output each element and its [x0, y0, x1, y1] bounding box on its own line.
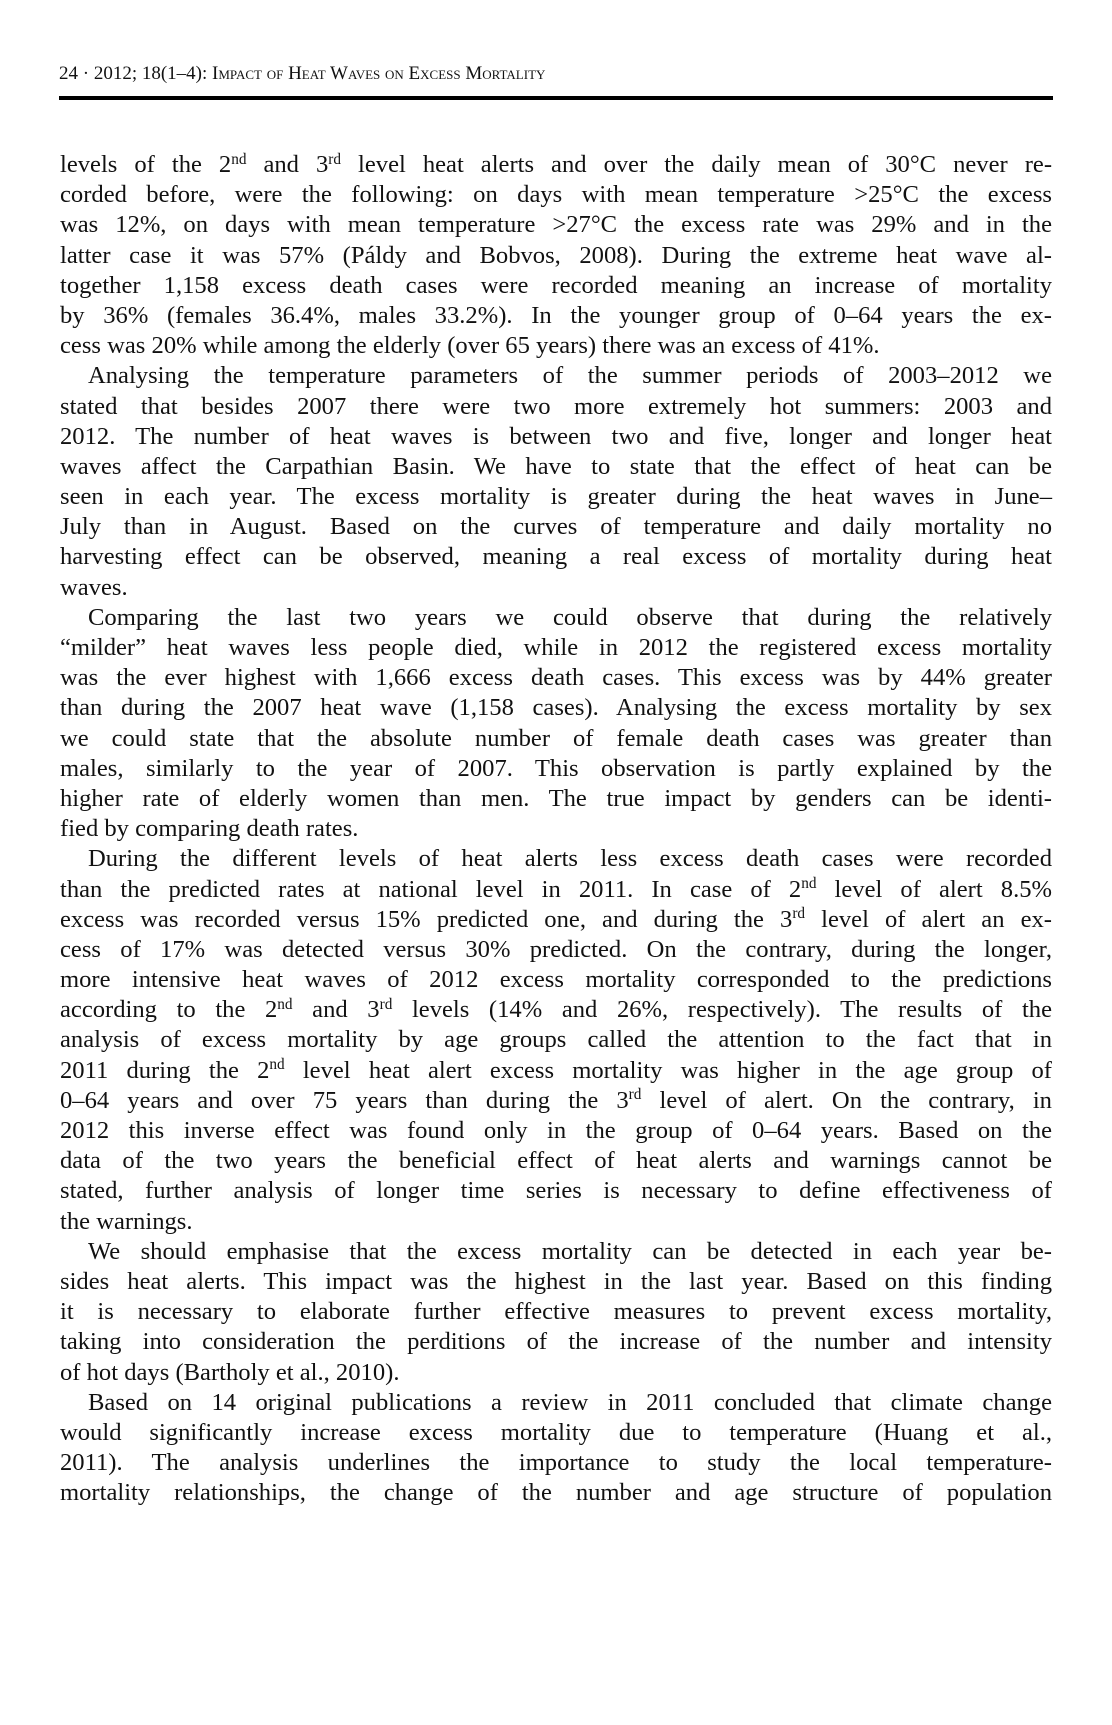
paragraph [60, 361, 1052, 603]
text-line: harvesting effect can be observed, meaning a real excess of mortality during heat [60, 543, 1052, 571]
ordinal-superscript: nd [801, 875, 817, 893]
text-line: analysis of excess mortality by age groups called the attention to the fact that in [60, 1026, 1052, 1054]
text-line: 2012. The number of heat waves is between two and five, longer and longer heat [60, 422, 1052, 450]
text-line: seen in each year. The excess mortality is greater during the heat waves in June– [60, 483, 1052, 511]
ordinal-superscript: nd [231, 150, 247, 168]
running-title: Impact of Heat Waves on Excess Mortality [212, 63, 546, 84]
paragraph [60, 844, 1052, 1236]
text-line: cess of 17% was detected versus 30% predicted. On the contrary, during the longer, [60, 935, 1052, 963]
text-line: 2011). The analysis underlines the importance to study the local temperature- [60, 1449, 1052, 1477]
text-line: would significantly increase excess mortality due to temperature (Huang et al., [60, 1418, 1052, 1446]
text-line: mortality relationships, the change of the number and age structure of population [60, 1479, 1052, 1507]
text-line: cess was 20% while among the elderly (over 65 years) there was an excess of 41%. [60, 332, 880, 360]
text-line: it is necessary to elaborate further effective measures to prevent excess mortality, [60, 1298, 1052, 1326]
text-line: “milder” heat waves less people died, while in 2012 the registered excess mortality [60, 634, 1052, 661]
paragraph [60, 1388, 1052, 1509]
running-header [59, 62, 1053, 86]
text-line: according to the 2nd and 3rd levels (14% and 26%, respectively). The results of the [60, 995, 1052, 1024]
text-line: 2011 during the 2nd level heat alert excess mortality was higher in the age group of [60, 1056, 1052, 1084]
text-line: stated, further analysis of longer time series is necessary to define effectiveness of [60, 1177, 1052, 1205]
ordinal-superscript: rd [792, 905, 806, 923]
text-line: excess was recorded versus 15% predicted one, and during the 3rd level of alert an ex- [60, 905, 1052, 933]
text-line: data of the two years the beneficial effect of heat alerts and warnings cannot be [60, 1147, 1052, 1175]
article-body [60, 150, 1052, 1508]
text-line: 2012 this inverse effect was found only in the group of 0–64 years. Based on the [60, 1117, 1052, 1144]
text-line: levels of the 2nd and 3rd level heat alerts and over the daily mean of 30°C never re- [60, 150, 1053, 178]
text-line: Analysing the temperature parameters of the summer periods of 2003–2012 we [88, 362, 1052, 390]
text-line: Based on 14 original publications a review in 2011 concluded that climate change [88, 1388, 1052, 1416]
text-line: fied by comparing death rates. [60, 815, 359, 843]
text-line: waves. [60, 573, 128, 601]
text-line: than during the 2007 heat wave (1,158 cases). Analysing the excess mortality by sex [60, 694, 1052, 722]
text-line: We should emphasise that the excess mortality can be detected in each year be- [88, 1237, 1052, 1265]
ordinal-superscript: nd [277, 995, 293, 1013]
text-line: stated that besides 2007 there were two more extremely hot summers: 2003 and [60, 392, 1052, 420]
text-line: waves affect the Carpathian Basin. We have to state that the effect of heat can be [60, 452, 1052, 480]
paragraph [60, 603, 1052, 845]
text-line: the warnings. [60, 1207, 193, 1235]
text-line: together 1,158 excess death cases were recorded meaning an increase of mortality [60, 271, 1052, 299]
text-line: was the ever highest with 1,666 excess death cases. This excess was by 44% greater [60, 664, 1052, 692]
text-line: we could state that the absolute number of female death cases was greater than [60, 724, 1052, 752]
text-line: latter case it was 57% (Páldy and Bobvos, 2008). During the extreme heat wave al- [60, 241, 1052, 269]
text-line: During the different levels of heat alerts less excess death cases were recorded [88, 845, 1052, 873]
paragraph [60, 1237, 1052, 1388]
ordinal-superscript: rd [379, 995, 393, 1013]
text-line: July than in August. Based on the curves of temperature and daily mortality no [60, 513, 1052, 541]
ordinal-superscript: nd [269, 1056, 285, 1074]
text-line: corded before, were the following: on days with mean temperature >25°C the excess [60, 181, 1052, 209]
page-number: 24 [59, 63, 78, 84]
header-rule [59, 96, 1053, 100]
journal-reference: · 2012; 18(1–4): [82, 63, 213, 84]
text-line: Comparing the last two years we could observe that during the relatively [88, 603, 1052, 631]
text-line: than the predicted rates at national level in 2011. In case of 2nd level of alert 8.5% [60, 875, 1052, 903]
paragraph [60, 150, 1052, 361]
text-line: more intensive heat waves of 2012 excess mortality corresponded to the predictions [60, 966, 1052, 994]
text-line: taking into consideration the perditions of the increase of the number and intensity [60, 1328, 1052, 1356]
text-line: of hot days (Bartholy et al., 2010). [60, 1358, 400, 1386]
ordinal-superscript: rd [328, 150, 342, 168]
text-line: higher rate of elderly women than men. The true impact by genders can be identi- [60, 784, 1052, 812]
text-line: was 12%, on days with mean temperature >27°C the excess rate was 29% and in the [60, 211, 1052, 239]
text-line: sides heat alerts. This impact was the highest in the last year. Based on this finding [60, 1267, 1052, 1295]
text-line: 0–64 years and over 75 years than during the 3rd level of alert. On the contrary, in [60, 1086, 1052, 1114]
text-line: males, similarly to the year of 2007. This observation is partly explained by the [60, 754, 1052, 782]
ordinal-superscript: rd [628, 1086, 642, 1104]
text-line: by 36% (females 36.4%, males 33.2%). In the younger group of 0–64 years the ex- [60, 301, 1052, 329]
